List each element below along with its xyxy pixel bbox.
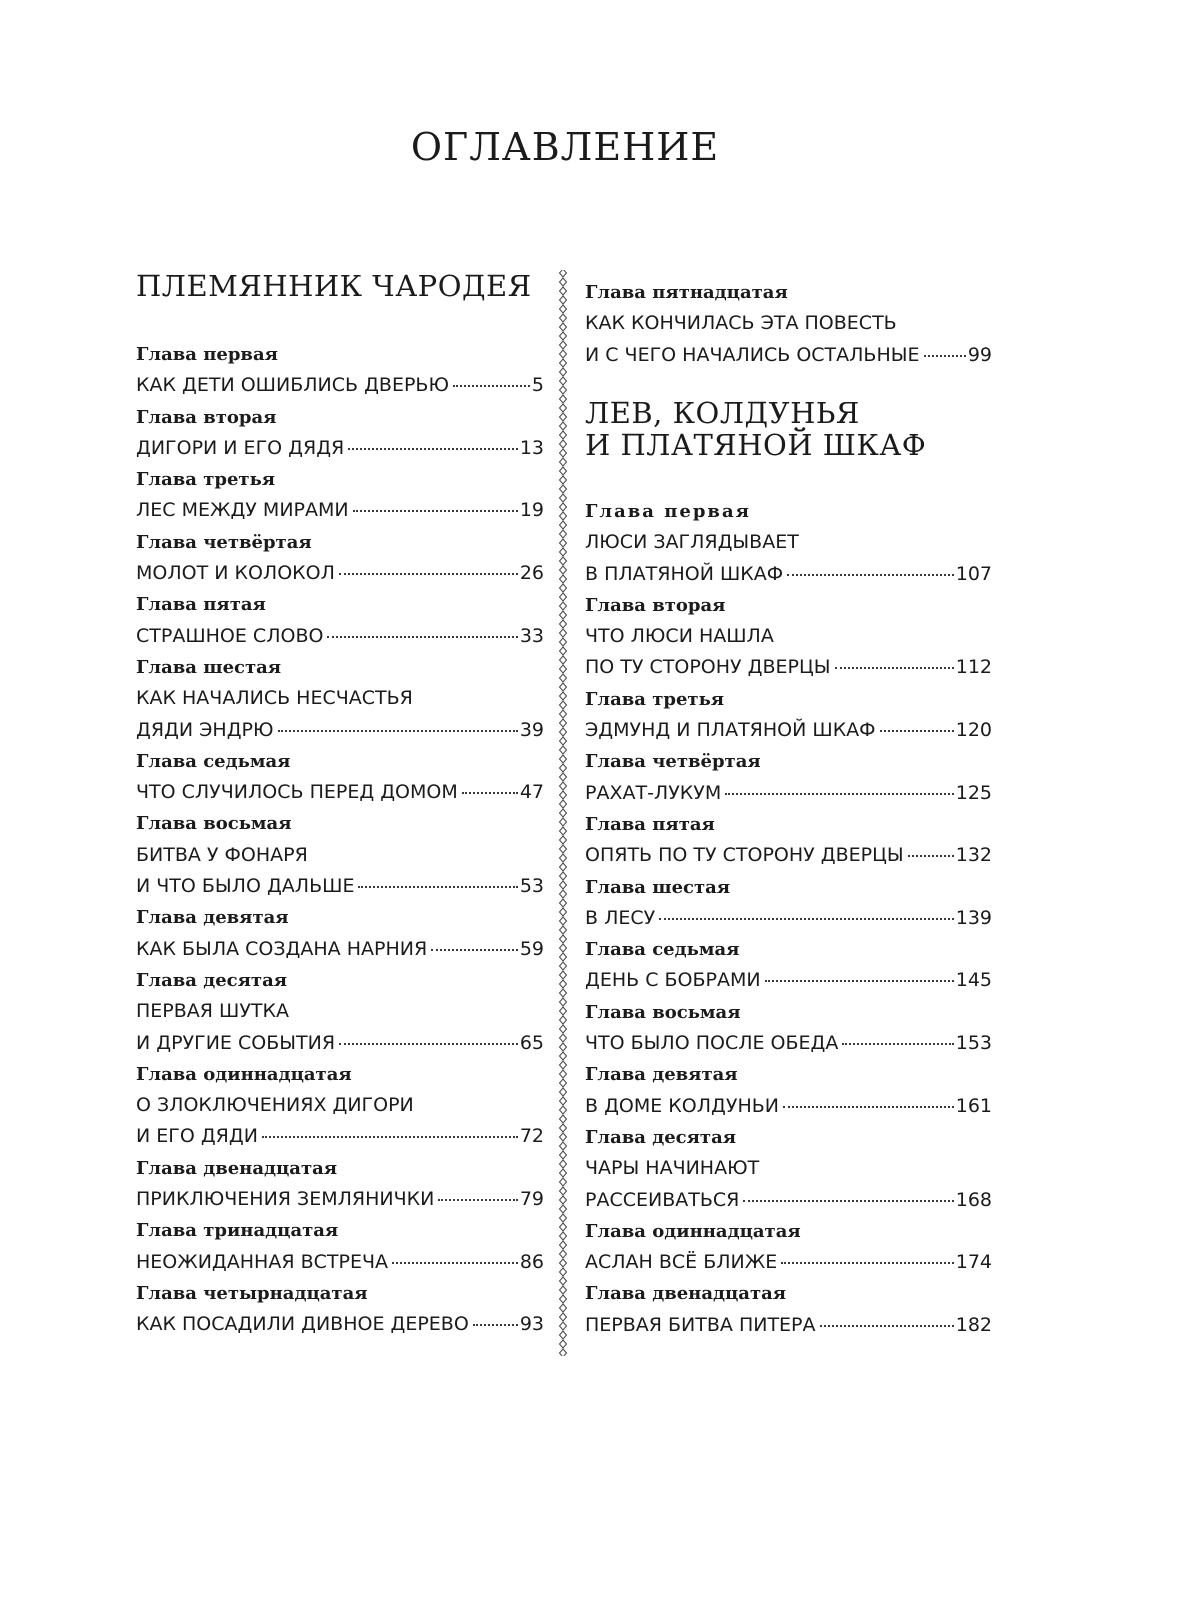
- toc-entry: [136, 1028, 544, 1059]
- divider-diamond: [560, 1106, 567, 1114]
- divider-diamond: [560, 305, 567, 313]
- toc-entry: [136, 1247, 544, 1278]
- chapter-label: Глава девятая: [585, 1064, 738, 1086]
- chapter-title-line: КАК БЫЛА СОЗДАНА НАРНИЯ: [136, 937, 428, 960]
- divider-diamond: [560, 665, 567, 673]
- chapter-label: Глава первая: [136, 344, 278, 365]
- toc-entry: [585, 840, 992, 871]
- page-number: 53: [519, 875, 544, 898]
- divider-diamond: [560, 458, 567, 466]
- divider-diamond: [560, 944, 567, 952]
- chapter-title-line: ЛЕС МЕЖДУ МИРАМИ: [136, 499, 349, 522]
- toc-entry: [585, 1185, 992, 1216]
- divider-diamond: [560, 1016, 567, 1024]
- divider-diamond: [560, 737, 567, 745]
- divider-diamond: [560, 1097, 567, 1105]
- divider-diamond: [560, 1115, 567, 1123]
- chapter-title-line: В ПЛАТЯНОЙ ШКАФ: [585, 562, 784, 585]
- divider-diamond: [560, 674, 567, 682]
- divider-diamond: [560, 1259, 567, 1267]
- divider-diamond: [560, 1160, 567, 1168]
- divider-diamond: [560, 764, 567, 772]
- divider-diamond: [560, 872, 567, 880]
- toc-entry: [585, 652, 992, 683]
- divider-diamond: [560, 440, 567, 448]
- page-number: 145: [955, 969, 992, 992]
- dot-leader: [392, 1261, 518, 1264]
- divider-diamond: [560, 602, 567, 610]
- chapter-title-line: И ЧТО БЫЛО ДАЛЬШЕ: [136, 875, 355, 898]
- divider-diamond: [560, 1124, 567, 1132]
- divider-diamond: [560, 296, 567, 304]
- page-number: 72: [519, 1125, 544, 1148]
- divider-diamond: [560, 998, 567, 1006]
- chapter-title-line: ДИГОРИ И ЕГО ДЯДЯ: [136, 436, 345, 459]
- chapter-title-line: КАК ДЕТИ ОШИБЛИСЬ ДВЕРЬЮ: [136, 374, 449, 397]
- chapter-label: Глава восьмая: [585, 1001, 741, 1023]
- divider-diamond: [560, 1349, 567, 1356]
- chapter-label: Глава двенадцатая: [136, 1157, 338, 1179]
- chapter-label: Глава одиннадцатая: [585, 1220, 801, 1242]
- dot-leader: [820, 1324, 954, 1327]
- page-number: 47: [519, 781, 544, 804]
- toc-entry: [585, 559, 992, 590]
- toc-entry: [136, 871, 544, 902]
- dot-leader: [453, 384, 530, 387]
- chapter-title-line: РАССЕИВАТЬСЯ: [585, 1188, 740, 1211]
- page-number: 120: [955, 719, 992, 742]
- divider-diamond: [560, 539, 567, 547]
- divider-diamond: [560, 521, 567, 529]
- book-title-line: ЛЕВ, КОЛДУНЬЯ: [585, 396, 860, 430]
- divider-diamond: [560, 863, 567, 871]
- chapter-title-line: ПЕРВАЯ БИТВА ПИТЕРА: [585, 1313, 816, 1336]
- divider-diamond: [560, 1061, 567, 1069]
- chapter-title-line: И ЕГО ДЯДИ: [136, 1125, 258, 1148]
- divider-diamond: [560, 270, 567, 277]
- toc-entry: [136, 370, 544, 401]
- chapter-label: Глава вторая: [585, 594, 726, 616]
- page-number: 99: [967, 343, 992, 366]
- toc-entry: [585, 965, 992, 996]
- page-number: 86: [519, 1250, 544, 1273]
- page-title: ОГЛАВЛЕНИЕ: [410, 125, 720, 169]
- divider-diamond: [560, 989, 567, 997]
- divider-diamond: [560, 1133, 567, 1141]
- divider-diamond: [560, 908, 567, 916]
- divider-diamond: [560, 1079, 567, 1087]
- divider-diamond: [560, 485, 567, 493]
- divider-diamond: [560, 1268, 567, 1276]
- chapter-label: Глава одиннадцатая: [136, 1063, 352, 1085]
- toc-entry: [585, 1247, 992, 1278]
- chapter-title-line: ОПЯТЬ ПО ТУ СТОРОНУ ДВЕРЦЫ: [585, 844, 904, 867]
- divider-diamond: [560, 1070, 567, 1078]
- divider-diamond: [560, 791, 567, 799]
- divider-diamond: [560, 782, 567, 790]
- divider-diamond: [560, 692, 567, 700]
- chapter-label: Глава пятнадцатая: [585, 282, 788, 303]
- page-number: 174: [955, 1251, 992, 1274]
- divider-diamond: [560, 1142, 567, 1150]
- chapter-title-line: РАХАТ-ЛУКУМ: [585, 781, 722, 804]
- page-number: 33: [519, 624, 544, 647]
- chapter-title-line: АСЛАН ВСЁ БЛИЖЕ: [585, 1251, 778, 1274]
- dot-leader: [880, 729, 954, 732]
- dot-leader: [659, 917, 954, 920]
- dot-leader: [339, 572, 518, 575]
- page-number: 79: [519, 1188, 544, 1211]
- toc-entry: [136, 1121, 544, 1152]
- toc-entry: [585, 903, 992, 934]
- divider-diamond: [560, 593, 567, 601]
- dot-leader: [743, 1199, 953, 1202]
- divider-diamond: [560, 287, 567, 295]
- dot-leader: [842, 1042, 953, 1045]
- divider-diamond: [560, 980, 567, 988]
- divider-diamond: [560, 431, 567, 439]
- divider-diamond: [560, 800, 567, 808]
- chapter-title-line: ПО ТУ СТОРОНУ ДВЕРЦЫ: [585, 656, 831, 679]
- chapter-title-line: О ЗЛОКЛЮЧЕНИЯХ ДИГОРИ: [136, 1094, 414, 1117]
- dot-leader: [765, 979, 954, 982]
- chapter-title-line: НЕОЖИДАННАЯ ВСТРЕЧА: [136, 1250, 388, 1273]
- dot-leader: [339, 1042, 518, 1045]
- chapter-title-line: КАК КОНЧИЛАСЬ ЭТА ПОВЕСТЬ: [585, 312, 897, 335]
- chapter-label: Глава пятая: [585, 813, 715, 835]
- right-chapter-list: [585, 496, 992, 1341]
- divider-diamond: [560, 1331, 567, 1339]
- chapter-title-line: ДЯДИ ЭНДРЮ: [136, 718, 274, 741]
- divider-diamond: [560, 611, 567, 619]
- divider-diamond: [560, 1088, 567, 1096]
- page-number: 13: [519, 436, 544, 459]
- column-divider-ornament: [557, 270, 569, 1356]
- chapter-label: Глава пятая: [136, 594, 266, 616]
- page-number: 125: [955, 781, 992, 804]
- page-number: 168: [955, 1188, 992, 1211]
- divider-diamond: [560, 926, 567, 934]
- divider-diamond: [560, 1277, 567, 1285]
- chapter-label: Глава шестая: [585, 876, 731, 898]
- divider-diamond: [560, 503, 567, 511]
- divider-diamond: [560, 404, 567, 412]
- toc-entry: [136, 1309, 544, 1340]
- divider-diamond: [560, 1034, 567, 1042]
- dot-leader: [462, 791, 518, 794]
- dot-leader: [327, 635, 517, 638]
- chapter-label: Глава тринадцатая: [136, 1220, 339, 1242]
- divider-diamond: [560, 701, 567, 709]
- dot-leader: [781, 1261, 954, 1264]
- continued-chapter: [585, 277, 992, 371]
- divider-diamond: [560, 548, 567, 556]
- page-number: 26: [519, 562, 544, 585]
- divider-diamond: [560, 422, 567, 430]
- divider-diamond: [560, 647, 567, 655]
- divider-diamond: [560, 1214, 567, 1222]
- left-chapter-list: [136, 339, 544, 1341]
- page-number: 5: [531, 374, 544, 397]
- divider-diamond: [560, 629, 567, 637]
- divider-diamond: [560, 953, 567, 961]
- page-number: 132: [955, 844, 992, 867]
- divider-diamond: [560, 881, 567, 889]
- divider-diamond: [560, 323, 567, 331]
- book-title-lion: [585, 397, 992, 461]
- page-number: 182: [955, 1313, 992, 1336]
- divider-diamond: [560, 1232, 567, 1240]
- page-number: 161: [955, 1094, 992, 1117]
- chapter-label: Глава четырнадцатая: [136, 1282, 368, 1304]
- chapter-label: Глава четвёртая: [136, 531, 312, 553]
- divider-diamond: [560, 1043, 567, 1051]
- divider-diamond: [560, 899, 567, 907]
- dot-leader: [262, 1135, 518, 1138]
- page-number: 107: [955, 562, 992, 585]
- toc-entry: [585, 1028, 992, 1059]
- toc-entry: [136, 715, 544, 746]
- chapter-label: Глава третья: [136, 469, 276, 491]
- divider-diamond: [560, 1052, 567, 1060]
- divider-diamond: [560, 350, 567, 358]
- divider-diamond: [560, 1196, 567, 1204]
- chapter-title-line: ЭДМУНД И ПЛАТЯНОЙ ШКАФ: [585, 719, 876, 742]
- divider-diamond: [560, 845, 567, 853]
- toc-entry: [585, 778, 992, 809]
- divider-diamond: [560, 746, 567, 754]
- chapter-title-line: ЧТО ЛЮСИ НАШЛА: [585, 625, 774, 648]
- toc-entry: [136, 1184, 544, 1215]
- chapter-label: Глава четвёртая: [585, 751, 761, 773]
- chapter-title-line: КАК НАЧАЛИСЬ НЕСЧАСТЬЯ: [136, 687, 413, 710]
- divider-diamond: [560, 638, 567, 646]
- divider-diamond: [560, 683, 567, 691]
- chapter-label: Глава восьмая: [136, 813, 292, 835]
- divider-diamond: [560, 584, 567, 592]
- chapter-title-line: ДЕНЬ С БОБРАМИ: [585, 969, 761, 992]
- divider-diamond: [560, 476, 567, 484]
- divider-diamond: [560, 890, 567, 898]
- toc-entry: [136, 777, 544, 808]
- chapter-title-line: ЧТО БЫЛО ПОСЛЕ ОБЕДА: [585, 1032, 839, 1055]
- chapter-label: Глава двенадцатая: [585, 1283, 787, 1305]
- divider-diamond: [560, 1340, 567, 1348]
- divider-diamond: [560, 1322, 567, 1330]
- divider-diamond: [560, 512, 567, 520]
- divider-diamond: [560, 1007, 567, 1015]
- divider-diamond: [560, 1223, 567, 1231]
- chapter-title-line: БИТВА У ФОНАРЯ: [136, 843, 308, 866]
- divider-diamond: [560, 1313, 567, 1321]
- chapter-label: Глава седьмая: [585, 939, 740, 961]
- divider-diamond: [560, 710, 567, 718]
- divider-diamond: [560, 1286, 567, 1294]
- divider-diamond: [560, 620, 567, 628]
- divider-diamond: [560, 1187, 567, 1195]
- divider-diamond: [560, 809, 567, 817]
- toc-entry: [585, 1091, 992, 1122]
- chapter-title-line: ЧТО СЛУЧИЛОСЬ ПЕРЕД ДОМОМ: [136, 781, 458, 804]
- divider-diamond: [560, 368, 567, 376]
- divider-diamond: [560, 656, 567, 664]
- divider-diamond: [560, 386, 567, 394]
- page-number: 19: [519, 499, 544, 522]
- chapter-label: Глава вторая: [136, 406, 277, 428]
- chapter-title-line: ПРИКЛЮЧЕНИЯ ЗЕМЛЯНИЧКИ: [136, 1188, 435, 1211]
- chapter-title-line: И ДРУГИЕ СОБЫТИЯ: [136, 1031, 336, 1054]
- divider-diamond: [560, 359, 567, 367]
- toc-entry: [585, 340, 992, 371]
- chapter-label: Глава первая: [585, 501, 751, 522]
- divider-diamond: [560, 332, 567, 340]
- dot-leader: [924, 354, 966, 357]
- divider-diamond: [560, 1151, 567, 1159]
- divider-diamond: [560, 1250, 567, 1258]
- toc-entry: [136, 558, 544, 589]
- page-number: 139: [955, 906, 992, 929]
- dot-leader: [787, 573, 954, 576]
- chapter-title-line: В ЛЕСУ: [585, 906, 656, 929]
- divider-diamond: [560, 827, 567, 835]
- divider-diamond: [560, 728, 567, 736]
- chapter-title-line: ЛЮСИ ЗАГЛЯДЫВАЕТ: [585, 531, 799, 554]
- toc-entry: [585, 1310, 992, 1341]
- chapter-label: Глава десятая: [136, 969, 288, 991]
- divider-diamond: [560, 836, 567, 844]
- divider-diamond: [560, 1169, 567, 1177]
- toc-entry: [136, 495, 544, 526]
- page-number: 93: [519, 1313, 544, 1336]
- divider-diamond: [560, 1025, 567, 1033]
- chapter-title-line: И С ЧЕГО НАЧАЛИСЬ ОСТАЛЬНЫЕ: [585, 343, 920, 366]
- dot-leader: [908, 854, 954, 857]
- toc-entry: [136, 934, 544, 965]
- dot-leader: [835, 666, 954, 669]
- divider-diamond: [560, 494, 567, 502]
- toc-entry: [136, 433, 544, 464]
- dot-leader: [725, 792, 953, 795]
- divider-diamond: [560, 449, 567, 457]
- divider-diamond: [560, 1295, 567, 1303]
- dot-leader: [431, 948, 518, 951]
- divider-diamond: [560, 719, 567, 727]
- chapter-title-line: МОЛОТ И КОЛОКОЛ: [136, 562, 335, 585]
- chapter-label: Глава седьмая: [136, 750, 291, 772]
- divider-diamond: [560, 755, 567, 763]
- dot-leader: [783, 1105, 954, 1108]
- page-number: 59: [519, 937, 544, 960]
- divider-diamond: [560, 575, 567, 583]
- divider-diamond: [560, 854, 567, 862]
- divider-diamond: [560, 341, 567, 349]
- chapter-label: Глава девятая: [136, 907, 289, 929]
- divider-diamond: [560, 818, 567, 826]
- dot-leader: [358, 885, 517, 888]
- page-number: 39: [519, 718, 544, 741]
- page-number: 65: [519, 1031, 544, 1054]
- divider-diamond: [560, 1205, 567, 1213]
- chapter-label: Глава третья: [585, 688, 725, 710]
- divider-diamond: [560, 1241, 567, 1249]
- toc-entry: [136, 621, 544, 652]
- divider-diamond: [560, 278, 567, 286]
- divider-diamond: [560, 962, 567, 970]
- dot-leader: [353, 509, 518, 512]
- divider-diamond: [560, 557, 567, 565]
- divider-diamond: [560, 1304, 567, 1312]
- dot-leader: [473, 1323, 518, 1326]
- page-number: 112: [955, 656, 992, 679]
- chapter-label: Глава шестая: [136, 656, 282, 678]
- divider-diamond: [560, 566, 567, 574]
- dot-leader: [348, 447, 518, 450]
- divider-diamond: [560, 377, 567, 385]
- divider-diamond: [560, 971, 567, 979]
- chapter-title-line: ЧАРЫ НАЧИНАЮТ: [585, 1157, 760, 1180]
- chapter-title-line: СТРАШНОЕ СЛОВО: [136, 624, 324, 647]
- divider-diamond: [560, 917, 567, 925]
- book-title-nephew: ПЛЕМЯННИК ЧАРОДЕЯ: [136, 269, 532, 303]
- divider-diamond: [560, 413, 567, 421]
- toc-entry: [585, 715, 992, 746]
- dot-leader: [278, 729, 518, 732]
- divider-diamond: [560, 467, 567, 475]
- divider-diamond: [560, 530, 567, 538]
- divider-diamond: [560, 1178, 567, 1186]
- chapter-title-line: ПЕРВАЯ ШУТКА: [136, 1000, 290, 1023]
- page-number: 153: [955, 1032, 992, 1055]
- divider-diamond: [560, 773, 567, 781]
- divider-diamond: [560, 395, 567, 403]
- divider-diamond: [560, 935, 567, 943]
- divider-diamond: [560, 314, 567, 322]
- book-title-line: И ПЛАТЯНОЙ ШКАФ: [585, 428, 927, 462]
- chapter-title-line: В ДОМЕ КОЛДУНЬИ: [585, 1094, 779, 1117]
- dot-leader: [438, 1198, 517, 1201]
- chapter-label: Глава десятая: [585, 1126, 737, 1148]
- chapter-title-line: КАК ПОСАДИЛИ ДИВНОЕ ДЕРЕВО: [136, 1313, 469, 1336]
